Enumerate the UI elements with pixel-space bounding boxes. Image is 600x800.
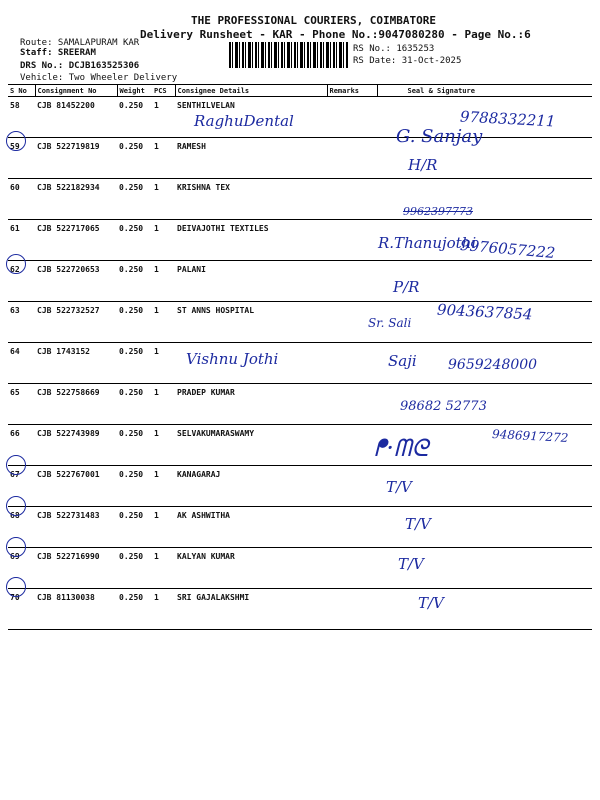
col-weight-header: Weight [117, 85, 152, 97]
row-weight: 0.250 [117, 548, 152, 589]
row-weight: 0.250 [117, 179, 152, 220]
row-consignee: PRADEP KUMAR [175, 384, 327, 425]
row-consignment: CJB 81452200 [35, 97, 117, 138]
handwritten-mark: H/R [408, 156, 438, 174]
handwritten-phone: 9976057222 [459, 235, 557, 263]
row-sno: 65 [8, 384, 35, 425]
handwritten-mark: P/R [393, 278, 420, 296]
rs-date: RS Date: 31-Oct-2025 [353, 56, 462, 66]
row-pcs: 1 [152, 507, 175, 548]
row-consignment: CJB 81130038 [35, 589, 117, 630]
row-weight: 0.250 [117, 343, 152, 384]
row-pcs: 1 [152, 425, 175, 466]
handwritten-phone: 9788332211 [459, 107, 556, 131]
row-weight: 0.250 [117, 97, 152, 138]
row-consignee: DEIVAJOTHI TEXTILES [175, 220, 327, 261]
row-weight: 0.250 [117, 220, 152, 261]
barcode [229, 42, 349, 68]
handwritten-mark: T/V [418, 594, 444, 612]
handwritten-circle [6, 537, 26, 557]
staff-label: Staff: SREERAM [20, 48, 96, 58]
handwritten-phone: 9486917272 [491, 427, 569, 445]
table-row [8, 179, 592, 220]
row-consignee: AK ASHWITHA [175, 507, 327, 548]
row-weight: 0.250 [117, 425, 152, 466]
handwritten-signature: R.Thanujothi [378, 234, 477, 252]
row-sno: 62 [8, 261, 35, 302]
col-seal-header: Seal & Signature [377, 85, 592, 97]
row-consignee: SENTHILVELAN [175, 97, 327, 138]
table-row [8, 384, 592, 425]
handwritten-signature: Saji [388, 352, 417, 370]
table-row [8, 589, 592, 630]
company-title: THE PROFESSIONAL COURIERS, COIMBATORE [191, 14, 437, 27]
handwritten-circle [6, 131, 26, 151]
rs-number: RS No.: 1635253 [353, 44, 435, 54]
runsheet-subtitle: Delivery Runsheet - KAR - Phone No.:9047080280 - Page No.:6 [140, 28, 531, 41]
row-consignment: CJB 1743152 [35, 343, 117, 384]
row-sno: 61 [8, 220, 35, 261]
row-consignment: CJB 522720653 [35, 261, 117, 302]
row-pcs: 1 [152, 466, 175, 507]
table-row [8, 138, 592, 179]
row-consignment: CJB 522758669 [35, 384, 117, 425]
table-row [8, 548, 592, 589]
row-weight: 0.250 [117, 507, 152, 548]
row-pcs: 1 [152, 302, 175, 343]
row-consignment: CJB 522719819 [35, 138, 117, 179]
row-pcs: 1 [152, 343, 175, 384]
row-pcs: 1 [152, 548, 175, 589]
handwritten-mark: T/V [405, 515, 431, 533]
row-consignment: CJB 522731483 [35, 507, 117, 548]
row-consignee: SRI GAJALAKSHMI [175, 589, 327, 630]
row-sno: 59 [8, 138, 35, 179]
row-sno: 67 [8, 466, 35, 507]
row-sno: 63 [8, 302, 35, 343]
row-weight: 0.250 [117, 302, 152, 343]
row-weight: 0.250 [117, 466, 152, 507]
handwritten-mark: T/V [386, 478, 412, 496]
row-consignee: KANAGARAJ [175, 466, 327, 507]
table-row [8, 466, 592, 507]
row-consignee: SELVAKUMARASWAMY [175, 425, 327, 466]
row-weight: 0.250 [117, 138, 152, 179]
row-pcs: 1 [152, 179, 175, 220]
row-sno: 70 [8, 589, 35, 630]
handwritten-circle [6, 254, 26, 274]
row-consignment: CJB 522767001 [35, 466, 117, 507]
handwritten-consignee-note: Vishnu Jothi [186, 350, 279, 368]
row-consignee: KALYAN KUMAR [175, 548, 327, 589]
handwritten-phone: 9043637854 [436, 300, 533, 324]
row-sno: 58 [8, 97, 35, 138]
vehicle-label: Vehicle: Two Wheeler Delivery [20, 73, 178, 83]
row-pcs: 1 [152, 261, 175, 302]
handwritten-circle [6, 577, 26, 597]
row-consignee: PALANI [175, 261, 327, 302]
col-remarks-header: Remarks [327, 85, 377, 97]
table-header-row [8, 85, 592, 97]
row-sno: 66 [8, 425, 35, 466]
row-sno: 64 [8, 343, 35, 384]
handwritten-mark: T/V [398, 555, 424, 573]
col-consignment-header: Consignment No [35, 85, 117, 97]
col-sno-header: S No [8, 85, 35, 97]
row-sno: 69 [8, 548, 35, 589]
row-pcs: 1 [152, 138, 175, 179]
handwritten-circle [6, 455, 26, 475]
row-consignment: CJB 522732527 [35, 302, 117, 343]
col-pcs-header: PCS [152, 85, 175, 97]
row-weight: 0.250 [117, 589, 152, 630]
row-consignment: CJB 522182934 [35, 179, 117, 220]
row-consignment: CJB 522743989 [35, 425, 117, 466]
col-consignee-header: Consignee Details [175, 85, 327, 97]
drs-label: DRS No.: DCJB163525306 [20, 61, 140, 71]
row-consignee: RAMESH [175, 138, 327, 179]
handwritten-phone: 9962397773 [403, 205, 473, 218]
handwritten-circle [6, 496, 26, 516]
row-pcs: 1 [152, 384, 175, 425]
handwritten-signature: G. Sanjay [396, 126, 483, 147]
row-pcs: 1 [152, 220, 175, 261]
row-sno: 60 [8, 179, 35, 220]
row-pcs: 1 [152, 97, 175, 138]
row-consignment: CJB 522716990 [35, 548, 117, 589]
row-consignee: KRISHNA TEX [175, 179, 327, 220]
row-consignment: CJB 522717065 [35, 220, 117, 261]
handwritten-signature: Sr. Sali [368, 316, 412, 330]
handwritten-signature-scribble: ᖰ·ᗰᘓ [374, 434, 429, 462]
table-row [8, 261, 592, 302]
route-label: Route: SAMALAPURAM KAR [20, 38, 140, 48]
row-weight: 0.250 [117, 384, 152, 425]
row-consignee: ST ANNS HOSPITAL [175, 302, 327, 343]
table-row [8, 507, 592, 548]
row-sno: 68 [8, 507, 35, 548]
handwritten-phone: 98682 52773 [400, 399, 487, 414]
handwritten-consignee-note: RaghuDental [194, 112, 294, 130]
row-weight: 0.250 [117, 261, 152, 302]
row-pcs: 1 [152, 589, 175, 630]
handwritten-phone: 9659248000 [448, 357, 538, 373]
